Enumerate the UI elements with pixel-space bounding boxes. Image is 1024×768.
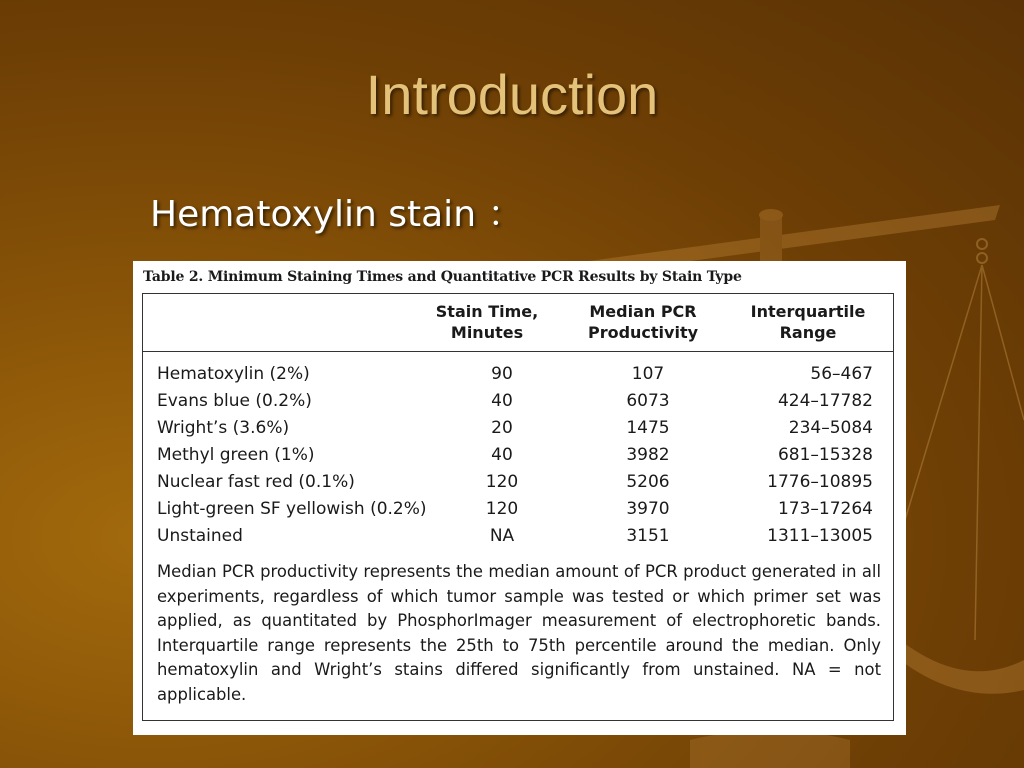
cell-stain: Hematoxylin (2%)	[157, 364, 310, 384]
cell-stain: Light-green SF yellowish (0.2%)	[157, 499, 427, 519]
cell-time: 90	[491, 364, 513, 384]
cell-pcr: 6073	[626, 391, 670, 411]
slide-title: Introduction	[365, 63, 659, 126]
stain-results-table-image	[133, 261, 906, 735]
cell-time: 120	[485, 472, 519, 492]
slide-subtitle: Hematoxylin stain ：	[150, 194, 524, 235]
cell-iqr: 1776–10895	[767, 472, 873, 492]
table-row	[143, 445, 893, 472]
cell-iqr: 234–5084	[788, 418, 873, 438]
cell-stain: Methyl green (1%)	[157, 445, 315, 465]
cell-pcr: 3970	[626, 499, 670, 519]
header-median-pcr: Median PCR Productivity	[587, 302, 699, 342]
table-row	[143, 526, 893, 553]
cell-time: 20	[491, 418, 513, 438]
cell-stain: Evans blue (0.2%)	[157, 391, 312, 411]
cell-pcr: 3151	[626, 526, 670, 546]
cell-stain: Unstained	[157, 526, 243, 546]
header-divider	[143, 351, 893, 352]
cell-pcr: 5206	[626, 472, 670, 492]
cell-stain: Wright’s (3.6%)	[157, 418, 290, 438]
cell-pcr: 3982	[626, 445, 670, 465]
table-row	[143, 499, 893, 526]
cell-time: NA	[489, 526, 515, 546]
cell-time: 40	[491, 391, 513, 411]
cell-iqr: 173–17264	[777, 499, 873, 519]
cell-pcr: 107	[631, 364, 665, 384]
header-iqr: Interquartile Range	[750, 302, 866, 342]
cell-time: 40	[491, 445, 513, 465]
cell-stain: Nuclear fast red (0.1%)	[157, 472, 355, 492]
table-footnote: Median PCR productivity represents the median amount of PCR product generated in all experiments, regardless of which tumor sample was tested or which primer set was applied, as quantitated by PhosphorImager measurement of electrophoretic bands. Interquartile range represents the 25th to 75th percentile around the median. Only hematoxylin and Wright’s stains differed significantly from unstained. NA = not applicable.	[157, 562, 881, 704]
table-row	[143, 472, 893, 499]
header-stain-time: Stain Time, Minutes	[435, 302, 539, 342]
table-row	[143, 418, 893, 445]
table-frame	[142, 293, 894, 721]
cell-iqr: 56–467	[810, 364, 873, 384]
table-row	[143, 391, 893, 418]
cell-iqr: 681–15328	[777, 445, 873, 465]
table-caption: Table 2. Minimum Staining Times and Quantitative PCR Results by Stain Type	[143, 269, 742, 285]
table-row	[143, 364, 893, 391]
cell-time: 120	[485, 499, 519, 519]
cell-pcr: 1475	[626, 418, 670, 438]
cell-iqr: 1311–13005	[767, 526, 873, 546]
cell-iqr: 424–17782	[777, 391, 873, 411]
